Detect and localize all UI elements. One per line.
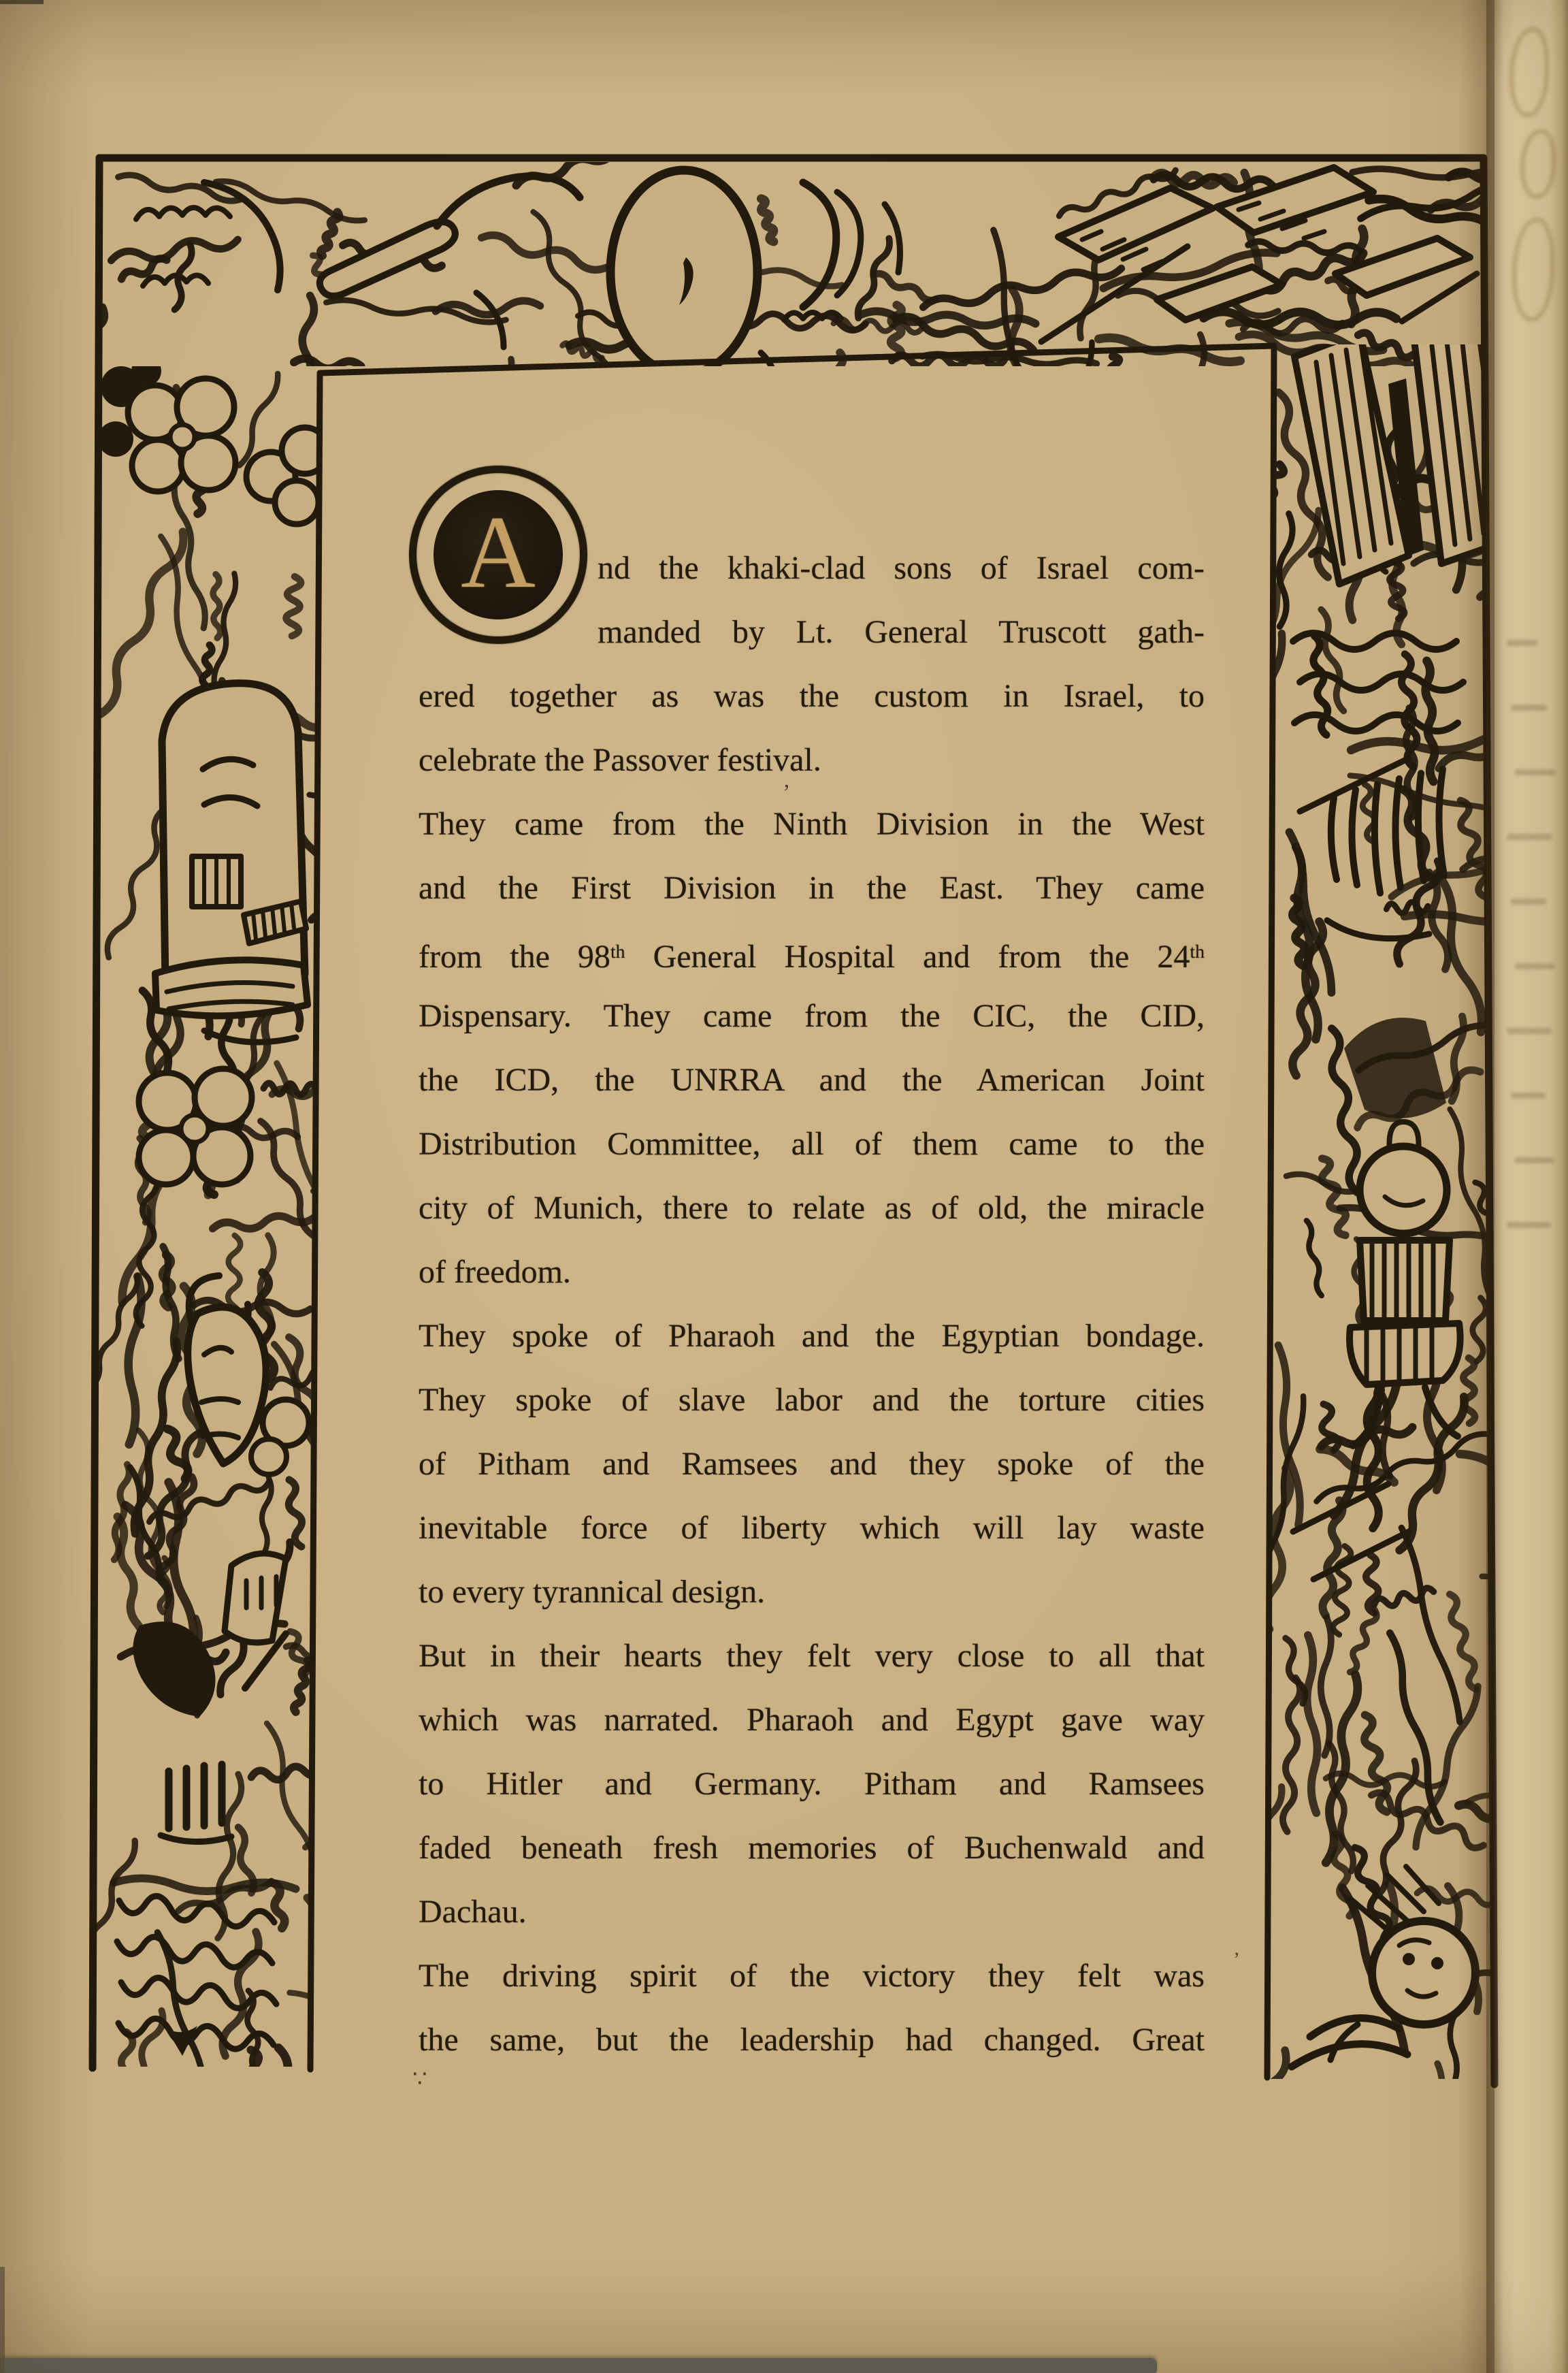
text-line-content: nd the khaki-clad sons of Israel com-	[598, 550, 1205, 586]
text-line-content: They spoke of slave labor and the torture cities	[419, 1382, 1205, 1418]
text-line	[419, 1048, 1205, 1112]
text-line	[419, 2008, 1205, 2072]
text-line	[419, 1816, 1205, 1880]
text-line	[419, 920, 1205, 984]
stray-ink-mark: ’	[1233, 1948, 1240, 1971]
ghost-text-line	[1511, 705, 1547, 711]
text-line-content: But in their hearts they felt very close to all that	[419, 1638, 1205, 1674]
text-line-content: to Hitler and Germany. Pitham and Ramsees	[419, 1766, 1205, 1802]
text-line-content: celebrate the Passover festival.	[419, 742, 821, 778]
text-line-content: which was narrated. Pharaoh and Egypt gave way	[419, 1702, 1205, 1738]
text-line	[419, 1880, 1205, 1944]
text-line	[419, 1944, 1205, 2008]
text-line-content: to every tyrannical design.	[419, 1574, 766, 1610]
stray-ink-mark: ’	[783, 780, 791, 805]
border-texture-left	[88, 374, 458, 2154]
ghost-text-line	[1515, 769, 1556, 775]
text-line	[419, 1624, 1205, 1688]
ghost-text-line	[1507, 834, 1552, 840]
text-line	[419, 1560, 1205, 1624]
text-line	[598, 536, 1205, 600]
text-line-content: the same, but the leadership had changed. Great	[419, 2022, 1205, 2058]
text-line-content: The driving spirit of the victory they felt was	[419, 1958, 1205, 1994]
ghost-text-line	[1507, 1028, 1552, 1034]
text-line	[419, 792, 1205, 856]
text-line-content: They spoke of Pharaoh and the Egyptian bondage.	[419, 1318, 1205, 1354]
ghost-text-line	[1507, 1222, 1551, 1228]
text-line-content: manded by Lt. General Truscott gath-	[598, 614, 1205, 650]
text-line	[419, 1496, 1205, 1560]
text-line	[419, 1176, 1205, 1240]
text-line	[419, 1752, 1205, 1816]
ghost-text-line	[1515, 963, 1555, 969]
book-fore-edge	[1486, 0, 1568, 2373]
ghost-text-line	[1511, 1093, 1546, 1099]
text-line-content: the ICD, the UNRRA and the American Joint	[419, 1062, 1205, 1098]
ghost-ornament	[1509, 27, 1549, 117]
ghost-text-line	[1515, 1157, 1554, 1163]
text-line	[419, 1240, 1205, 1304]
ghost-text-line	[1507, 640, 1538, 646]
text-line-content: faded beneath fresh memories of Buchenwald and	[419, 1830, 1205, 1866]
scan-edge-artifact	[0, 0, 44, 4]
text-line-content: Distribution Committee, all of them came to the	[419, 1126, 1205, 1162]
text-line-content: inevitable force of liberty which will lay waste	[419, 1510, 1205, 1546]
text-line-content: Dispensary. They came from the CIC, the CID,	[419, 998, 1205, 1034]
text-line	[598, 600, 1205, 664]
text-line-content: and the First Division in the East. They came	[419, 870, 1205, 906]
text-line-content: ered together as was the custom in Israel, to	[419, 678, 1205, 714]
text-line-content: of freedom.	[419, 1254, 571, 1290]
text-line	[419, 728, 1205, 792]
text-line	[419, 1688, 1205, 1752]
stray-ink-mark: ∵	[412, 2067, 427, 2092]
text-line-content: They came from the Ninth Division in the West	[419, 806, 1205, 842]
text-line-content: of Pitham and Ramsees and they spoke of the	[419, 1446, 1205, 1482]
text-line	[419, 1368, 1205, 1432]
text-line	[419, 1432, 1205, 1496]
text-line	[419, 984, 1205, 1048]
text-line	[419, 664, 1205, 728]
ghost-text-line	[1511, 899, 1546, 905]
text-line-content: from the 98th General Hospital and from the 24th	[419, 938, 1205, 975]
text-line-content: city of Munich, there to relate as of old, the miracle	[419, 1190, 1205, 1226]
body-text	[419, 536, 1205, 2072]
text-line-content: Dachau.	[419, 1894, 527, 1930]
ghost-ornament	[1512, 218, 1554, 321]
drop-cap-letter: A	[461, 495, 536, 609]
scanner-background	[0, 2358, 1157, 2373]
ghost-ornament	[1520, 129, 1556, 199]
text-line	[419, 1304, 1205, 1368]
text-line	[419, 856, 1205, 920]
scan-edge-artifact	[0, 2267, 5, 2373]
text-line	[419, 1112, 1205, 1176]
